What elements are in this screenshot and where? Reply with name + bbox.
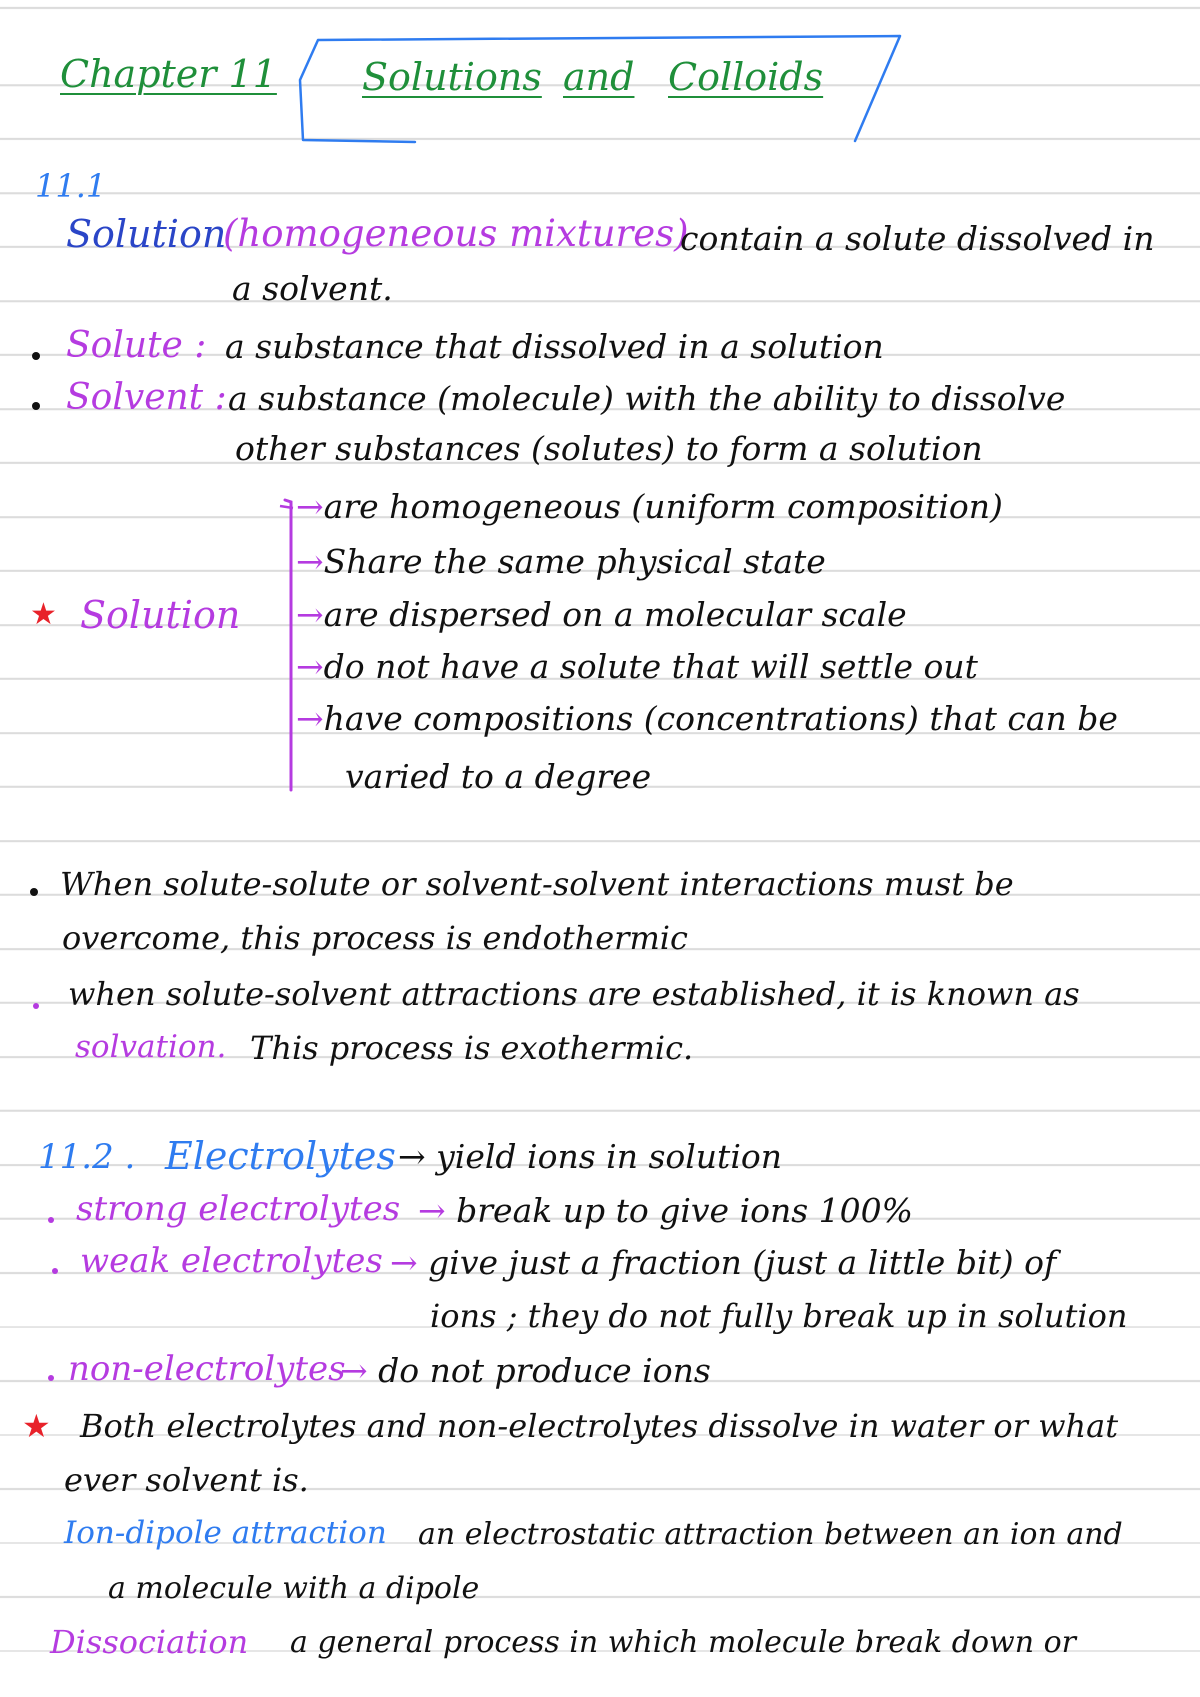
- solution-paren: (homogeneous mixtures): [223, 212, 689, 255]
- property-item: [296, 595, 907, 634]
- dissociation-definition: a general process in which molecule break down or: [290, 1625, 1076, 1660]
- solute-term: Solute :: [66, 325, 207, 366]
- note-solvation-2: This process is exothermic.: [250, 1029, 694, 1067]
- non-electrolytes-definition: [340, 1351, 711, 1390]
- property-text: are homogeneous (uniform composition): [323, 487, 1003, 526]
- bullet-dot: [30, 888, 38, 896]
- bullet-dot: [48, 1375, 54, 1381]
- title-word-and: and: [563, 55, 635, 99]
- both-note-2: ever solvent is.: [64, 1461, 309, 1499]
- note-endothermic-2: overcome, this process is endothermic: [62, 919, 688, 957]
- solution-definition-1: contain a solute dissolved in: [680, 219, 1155, 258]
- property-text: Share the same physical state: [323, 542, 826, 581]
- solvent-term: Solvent :: [66, 377, 227, 418]
- arrow-icon: →: [398, 1137, 426, 1176]
- properties-bracket: [285, 500, 291, 790]
- bullet-dot: [52, 1268, 58, 1274]
- property-continuation: varied to a degree: [345, 757, 652, 796]
- weak-electrolytes-definition-1-text: give just a fraction (just a little bit) of: [428, 1243, 1057, 1282]
- bullet-dot: [33, 1003, 39, 1009]
- arrow-icon: →: [418, 1191, 446, 1230]
- property-text: have compositions (concentrations) that can be: [323, 699, 1118, 738]
- property-text: are dispersed on a molecular scale: [323, 595, 907, 634]
- ion-dipole-definition-1: an electrostatic attraction between an ion and: [418, 1517, 1123, 1552]
- property-item: [296, 487, 1003, 526]
- solvent-definition-1: a substance (molecule) with the ability to dissolve: [228, 379, 1066, 418]
- star-solution-label: Solution: [80, 593, 241, 637]
- property-text: do not have a solute that will settle out: [323, 647, 978, 686]
- property-item: [296, 699, 1118, 738]
- title-word-solutions: Solutions: [362, 55, 542, 99]
- arrow-icon: →: [296, 595, 324, 634]
- solution-definition-2: a solvent.: [232, 269, 393, 308]
- note-endothermic-1: When solute-solute or solvent-solvent interactions must be: [60, 865, 1014, 903]
- arrow-icon: →: [296, 699, 324, 738]
- weak-electrolytes-term: weak electrolytes: [80, 1241, 383, 1281]
- electrolytes-definition: [398, 1137, 782, 1176]
- arrow-icon: →: [296, 487, 324, 526]
- property-item: [296, 647, 978, 686]
- property-item: [296, 542, 826, 581]
- non-electrolytes-term: non-electrolytes: [68, 1349, 346, 1389]
- dissociation-term: Dissociation: [50, 1623, 249, 1661]
- title-word-colloids: Colloids: [668, 55, 824, 99]
- arrow-icon: →: [296, 647, 324, 686]
- both-note-1: Both electrolytes and non-electrolytes dissolve in water or what: [80, 1407, 1119, 1445]
- bullet-dot: [32, 352, 40, 360]
- solution-term: Solution: [66, 212, 227, 256]
- section-number-11-1: 11.1: [35, 167, 107, 205]
- weak-electrolytes-definition-2: ions ; they do not fully break up in solution: [430, 1297, 1128, 1335]
- arrow-icon: →: [390, 1243, 418, 1282]
- chapter-heading: Chapter 11: [60, 52, 277, 96]
- solvation-term: solvation.: [75, 1029, 227, 1065]
- strong-electrolytes-term: strong electrolytes: [76, 1189, 401, 1229]
- solvent-definition-2: other substances (solutes) to form a solution: [235, 429, 983, 468]
- note-solvation-1: when solute-solvent attractions are established, it is known as: [68, 975, 1080, 1013]
- ion-dipole-term: Ion-dipole attraction: [64, 1515, 387, 1551]
- weak-electrolytes-definition-1: [390, 1243, 1057, 1282]
- strong-electrolytes-definition: [418, 1191, 914, 1230]
- bullet-dot: [48, 1217, 54, 1223]
- star-icon: ★: [22, 1407, 51, 1445]
- arrow-icon: →: [296, 542, 324, 581]
- bullet-dot: [32, 402, 40, 410]
- star-icon: ★: [30, 597, 57, 632]
- ion-dipole-definition-2: a molecule with a dipole: [108, 1571, 480, 1606]
- electrolytes-heading: Electrolytes: [165, 1134, 396, 1178]
- solute-definition: a substance that dissolved in a solution: [225, 327, 884, 366]
- strong-electrolytes-definition-text: break up to give ions 100%: [456, 1191, 914, 1230]
- electrolytes-definition-text: yield ions in solution: [436, 1137, 782, 1176]
- section-number-11-2: 11.2 .: [38, 1137, 136, 1177]
- non-electrolytes-definition-text: do not produce ions: [378, 1351, 711, 1390]
- arrow-icon: →: [340, 1351, 368, 1390]
